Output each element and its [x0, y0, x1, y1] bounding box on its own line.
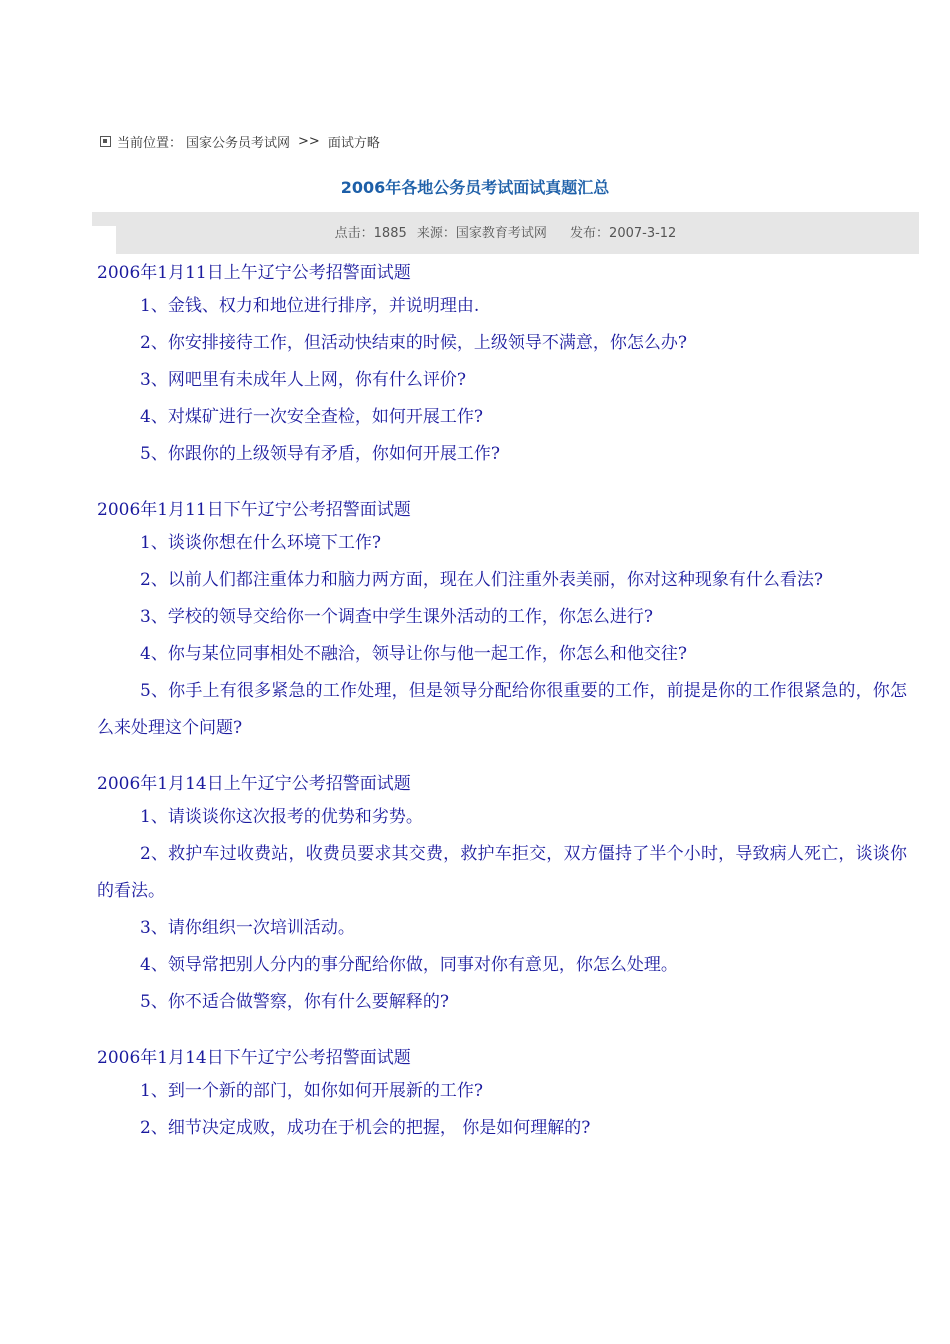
question-item: 5、你跟你的上级领导有矛盾，你如何开展工作?: [140, 444, 500, 464]
question-section: [97, 1043, 907, 1147]
breadcrumb: [100, 132, 380, 151]
question-item: 4、领导常把别人分内的事分配给你做，同事对你有意见，你怎么处理。: [140, 955, 678, 975]
question-item: 3、学校的领导交给你一个调查中学生课外活动的工作，你怎么进行?: [140, 607, 653, 627]
question-item: 2、细节决定成败，成功在于机会的把握， 你是如何理解的?: [140, 1118, 591, 1138]
breadcrumb-separator: >>: [298, 134, 320, 149]
breadcrumb-label: 当前位置：: [117, 136, 183, 151]
article-body: [97, 258, 907, 1169]
question-item: 2、以前人们都注重体力和脑力两方面，现在人们注重外表美丽，你对这种现象有什么看法?: [140, 570, 823, 590]
question-item: 1、金钱、权力和地位进行排序，并说明理由.: [140, 296, 480, 316]
breadcrumb-home-link[interactable]: 国家公务员考试网: [186, 136, 291, 151]
question-section: [97, 769, 907, 1021]
question-item: 2、你安排接待工作，但活动快结束的时候，上级领导不满意，你怎么办?: [140, 333, 687, 353]
section-title: 2006年1月11日上午辽宁公考招警面试题: [97, 263, 411, 283]
question-item: 3、网吧里有未成年人上网，你有什么评价?: [140, 370, 466, 390]
section-title: 2006年1月11日下午辽宁公考招警面试题: [97, 500, 411, 520]
question-item: 4、对煤矿进行一次安全查检，如何开展工作?: [140, 407, 483, 427]
section-title: 2006年1月14日上午辽宁公考招警面试题: [97, 774, 411, 794]
question-section: [97, 495, 907, 747]
question-item: 1、到一个新的部门，如你如何开展新的工作?: [140, 1081, 483, 1101]
meta-published: 发布：2007-3-12: [570, 226, 677, 241]
breadcrumb-current-link[interactable]: 面试方略: [327, 136, 380, 151]
question-item: 1、请谈谈你这次报考的优势和劣势。: [140, 807, 423, 827]
section-title: 2006年1月14日下午辽宁公考招警面试题: [97, 1048, 411, 1068]
meta-clicks: 点击：1885: [334, 226, 407, 241]
square-bullet-icon: [100, 136, 111, 147]
question-item: 5、你不适合做警察，你有什么要解释的?: [140, 992, 449, 1012]
question-section: [97, 258, 907, 473]
question-item: 3、请你组织一次培训活动。: [140, 918, 355, 938]
question-item: 1、谈谈你想在什么环境下工作?: [140, 533, 381, 553]
article-meta: [92, 222, 919, 241]
article-title: 2006年各地公务员考试面试真题汇总: [340, 178, 610, 197]
question-item: 4、你与某位同事相处不融洽，领导让你与他一起工作，你怎么和他交往?: [140, 644, 687, 664]
question-item: 2、救护车过收费站，收费员要求其交费，救护车拒交，双方僵持了半个小时，导致病人死亡，谈谈你的看法。: [97, 844, 907, 901]
meta-source: 来源：国家教育考试网: [416, 226, 547, 241]
question-item: 5、你手上有很多紧急的工作处理，但是领导分配给你很重要的工作，前提是你的工作很紧急的，你怎么来处理这个问题?: [97, 681, 907, 738]
